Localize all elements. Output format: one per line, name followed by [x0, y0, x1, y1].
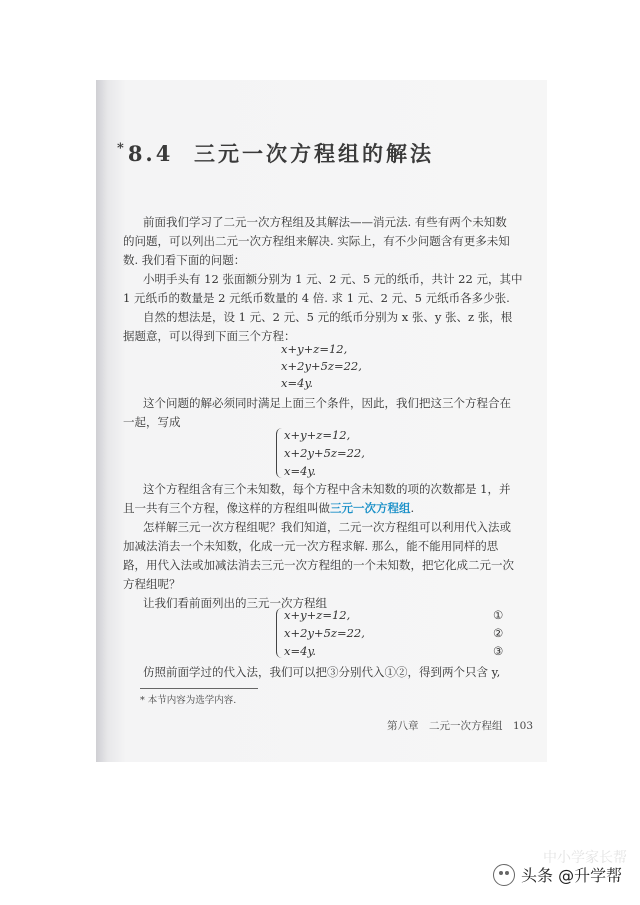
- equation: x+2y+5z=22,: [284, 626, 365, 640]
- system-brace: [276, 428, 283, 478]
- equation: x+2y+5z=22,: [284, 446, 365, 460]
- paragraph-line: 这个方程组含有三个未知数，每个方程中含未知数的项的次数都是 1，并: [143, 482, 511, 496]
- paragraph-line: 且一共有三个方程，像这样的方程组叫做三元一次方程组.: [123, 501, 415, 515]
- equation-label: ②: [493, 626, 504, 640]
- page-footer: 第八章 二元一次方程组 103: [387, 720, 534, 732]
- paragraph-line: 1 元纸币的数量是 2 元纸币数量的 4 倍. 求 1 元、2 元、5 元纸币各多少张.: [123, 291, 510, 305]
- paragraph-line: 前面我们学习了二元一次方程组及其解法——消元法. 有些有两个未知数: [143, 215, 507, 229]
- footnote: * 本节内容为选学内容.: [140, 695, 237, 706]
- paragraph-line: 仿照前面学过的代入法，我们可以把③分别代入①②，得到两个只含 y,: [143, 665, 501, 679]
- equation: x=4y.: [281, 376, 314, 390]
- watermark: [493, 850, 627, 886]
- paragraph-line: 数. 我们看下面的问题：: [123, 253, 246, 267]
- system-brace: [276, 608, 283, 658]
- watermark-text: 头条 @升学帮: [521, 866, 623, 885]
- paragraph-line: 加减法消去一个未知数，化成一元一次方程求解. 那么，能不能用同样的思: [123, 539, 499, 553]
- highlighted-term: 三元一次方程组: [330, 501, 411, 515]
- equation: x+y+z=12,: [284, 428, 351, 442]
- equation: x+y+z=12,: [281, 342, 348, 356]
- paragraph-line: 据题意，可以得到下面三个方程：: [123, 329, 296, 343]
- paragraph-line: 路，用代入法或加减法消去三元一次方程组的一个未知数，把它化成二元一次: [123, 558, 514, 572]
- equation: x+2y+5z=22,: [281, 359, 362, 373]
- equation: x=4y.: [284, 644, 317, 658]
- paragraph-line: 的问题，可以列出二元一次方程组来解决. 实际上，有不少问题含有更多未知: [123, 234, 510, 248]
- optional-mark: *: [117, 141, 127, 156]
- section-title: 三元一次方程组的解法: [193, 141, 434, 166]
- paragraph-line: 自然的想法是，设 1 元、2 元、5 元的纸币分别为 x 张、y 张、z 张，根: [143, 310, 513, 324]
- paragraph-line: 怎样解三元一次方程组呢？我们知道，二元一次方程组可以利用代入法或: [143, 520, 511, 534]
- section-heading: [117, 138, 434, 168]
- paragraph-line: 一起，写成: [123, 415, 181, 429]
- paragraph-line: 让我们看前面列出的三元一次方程组: [143, 596, 327, 610]
- footnote-rule: [140, 688, 258, 689]
- equation-label: ①: [493, 608, 504, 622]
- equation: x=4y.: [284, 464, 317, 478]
- equation-label: ③: [493, 644, 504, 658]
- section-number: 8.4: [127, 141, 174, 166]
- wechat-icon: [493, 864, 515, 886]
- paragraph-line: 小明手头有 12 张面额分别为 1 元、2 元、5 元的纸币，共计 22 元，其中: [143, 272, 523, 286]
- paragraph-line: 这个问题的解必须同时满足上面三个条件，因此，我们把这三个方程合在: [143, 396, 511, 410]
- watermark-ghost-text: 中小学家长帮: [543, 850, 627, 866]
- equation: x+y+z=12,: [284, 608, 351, 622]
- paragraph-line: 方程组呢？: [123, 577, 181, 591]
